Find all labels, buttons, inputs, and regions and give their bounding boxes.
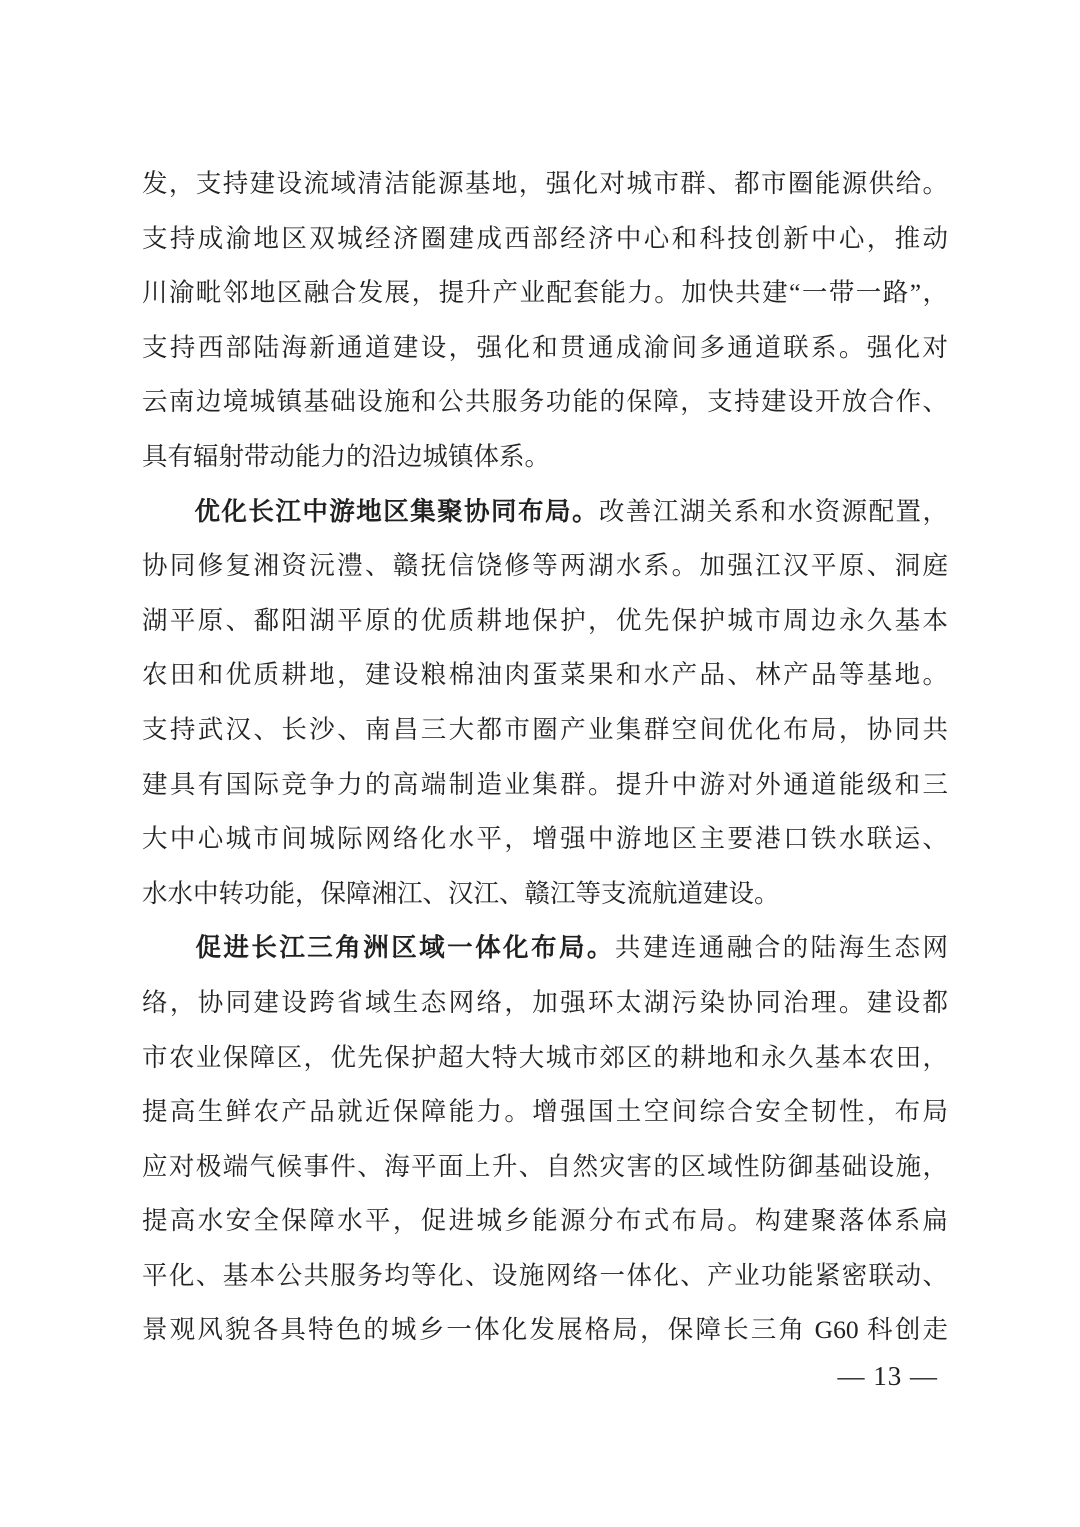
text-line: 具有辐射带动能力的沿边城镇体系。 [142,441,551,471]
text-line: 支持武汉、长沙、南昌三大都市圈产业集群空间优化布局，协同共 [142,714,948,744]
text-line: 提高生鲜农产品就近保障能力。增强国土空间综合安全韧性，布局 [142,1097,948,1127]
text-line: 云南边境城镇基础设施和公共服务功能的保障，支持建设开放合作、 [142,387,948,417]
text-line: 农田和优质耕地，建设粮棉油肉蛋菜果和水产品、林产品等基地。 [142,660,948,690]
paragraph-indent [142,955,193,956]
paragraph-lead: 优化长江中游地区集聚协同布局。 [193,496,599,526]
text-line: 优化长江中游地区集聚协同布局。改善江湖关系和水资源配置， [142,485,948,540]
page-number: — 13 — [837,1361,938,1391]
text-line: 湖平原、鄱阳湖平原的优质耕地保护，优先保护城市周边永久基本 [142,605,948,635]
paragraph-lead: 促进长江三角洲区域一体化布局。 [193,933,615,963]
document-body [142,157,948,1358]
text-line: 市农业保障区，优先保护超大特大城市郊区的耕地和永久基本农田， [142,1042,948,1072]
text-line: 协同修复湘资沅澧、赣抚信饶修等两湖水系。加强江汉平原、洞庭 [142,551,948,581]
text-line: 建具有国际竞争力的高端制造业集群。提升中游对外通道能级和三 [142,769,948,799]
text-line: 支持西部陆海新通道建设，强化和贯通成渝间多通道联系。强化对 [142,332,948,362]
paragraph-indent [142,519,193,520]
text-line: 大中心城市间城际网络化水平，增强中游地区主要港口铁水联运、 [142,824,948,854]
text-line: 支持成渝地区双城经济圈建成西部经济中心和科技创新中心，推动 [142,223,948,253]
text-line: 促进长江三角洲区域一体化布局。共建连通融合的陆海生态网 [142,921,948,976]
text-line: 发，支持建设流域清洁能源基地，强化对城市群、都市圈能源供给。 [142,169,948,198]
text-line: 应对极端气候事件、海平面上升、自然灾害的区域性防御基础设施， [142,1151,948,1181]
text-line: 络，协同建设跨省域生态网络，加强环太湖污染协同治理。建设都 [142,987,948,1017]
text-line: 水水中转功能，保障湘江、汉江、赣江等支流航道建设。 [142,878,780,908]
text-line: 川渝毗邻地区融合发展，提升产业配套能力。加快共建“一带一路”， [142,278,948,308]
text-line: 平化、基本公共服务均等化、设施网络一体化、产业功能紧密联动、 [142,1260,948,1290]
text-line: 景观风貌各具特色的城乡一体化发展格局，保障长三角 G60 科创走 [142,1315,948,1345]
text-line: 提高水安全保障水平，促进城乡能源分布式布局。构建聚落体系扁 [142,1206,948,1236]
